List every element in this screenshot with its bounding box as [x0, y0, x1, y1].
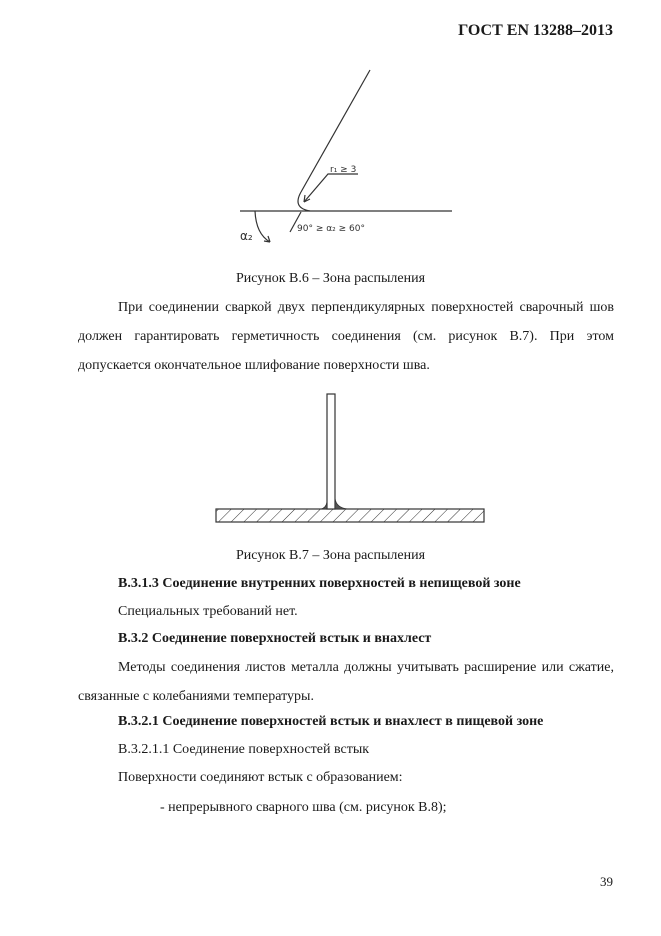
weld-bead-left: [321, 502, 327, 509]
angle-symbol: α₂: [240, 229, 253, 243]
page-number: 39: [600, 874, 613, 889]
weld-bead-right: [335, 498, 348, 509]
paragraph-b32: Методы соединения листов металла должны учитывать расширение или сжатие, связанные с колебаниями температуры.: [78, 660, 614, 704]
figure-b7-drawing: [210, 390, 490, 530]
radius-label: r₁ ≥ 3: [330, 165, 357, 175]
figure-b7-caption: Рисунок В.7 – Зона распыления: [235, 548, 426, 563]
text-b3211: Поверхности соединяют встык с образованием:: [118, 770, 403, 785]
radius-leader-line: [304, 174, 358, 202]
heading-b313: В.3.1.3 Соединение внутренних поверхностей в непищевой зоне: [118, 576, 521, 591]
heading-b32: В.3.2 Соединение поверхностей встык и внахлест: [118, 631, 432, 646]
heading-b321: В.3.2.1 Соединение поверхностей встык и внахлест в пищевой зоне: [118, 714, 544, 729]
base-plate: [216, 509, 484, 522]
vertical-plate: [327, 394, 335, 509]
paragraph-weld-perpendicular: При соединении сваркой двух перпендикулярных поверхностей сварочный шов должен гарантировать герметичность соединения (см. рисунок В.7). При этом допускается окончательное шлифование поверхности шва.: [78, 300, 614, 373]
subitem-b3211: В.3.2.1.1 Соединение поверхностей встык: [118, 742, 370, 757]
document-code-header: ГОСТ EN 13288–2013: [458, 22, 613, 39]
angle-range-label: 90° ≥ α₂ ≥ 60°: [297, 224, 365, 234]
bullet-continuous-weld: - непрерывного сварного шва (см. рисунок В.8);: [160, 800, 447, 815]
angle-arc: [255, 211, 270, 242]
figure-b6-drawing: [220, 62, 460, 252]
text-b313: Специальных требований нет.: [118, 604, 298, 619]
figure-b6-caption: Рисунок В.6 – Зона распыления: [235, 271, 426, 286]
